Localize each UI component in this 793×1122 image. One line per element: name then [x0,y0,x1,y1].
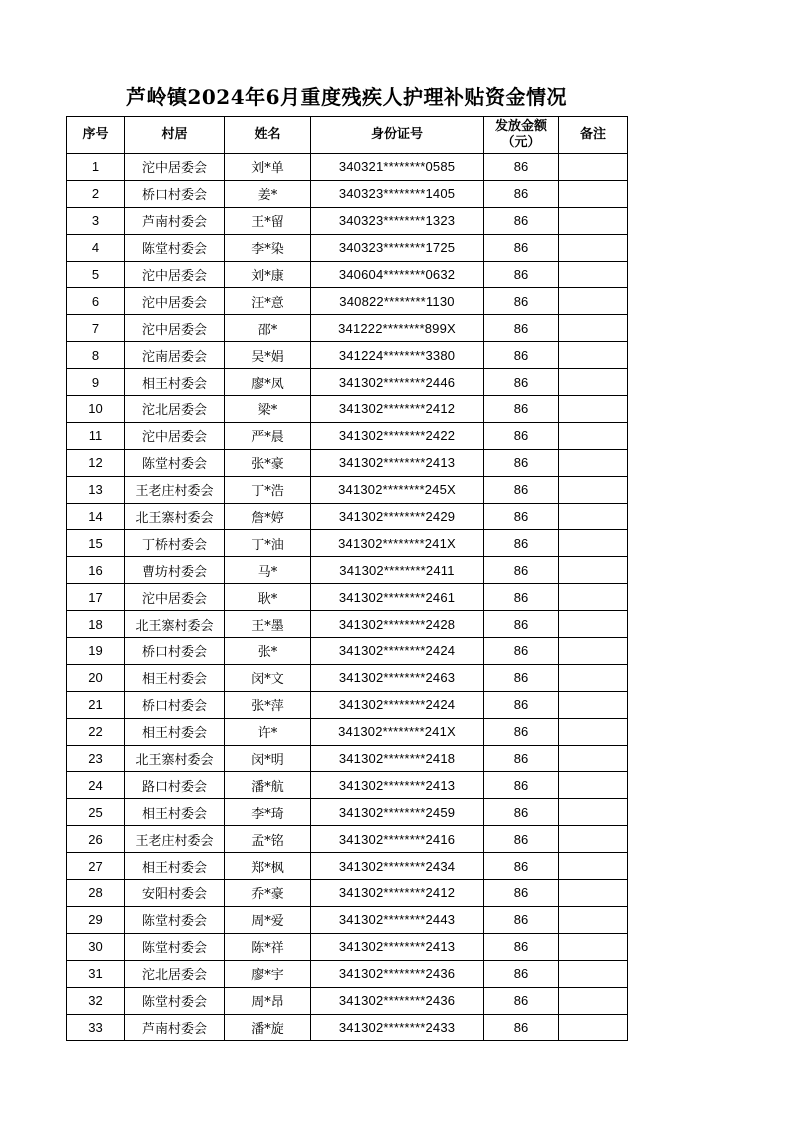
cell-seq: 15 [67,530,125,557]
cell-amount: 86 [484,745,559,772]
header-remark: 备注 [559,117,628,154]
cell-amount: 86 [484,799,559,826]
table-row [67,691,628,718]
cell-amount: 86 [484,826,559,853]
cell-seq: 16 [67,557,125,584]
cell-id-number: 341302********2463 [311,664,484,691]
cell-amount: 86 [484,369,559,396]
cell-remark [559,799,628,826]
cell-remark [559,503,628,530]
table-row [67,853,628,880]
cell-id-number: 341302********2436 [311,987,484,1014]
cell-id-number: 341302********245X [311,476,484,503]
cell-seq: 8 [67,342,125,369]
cell-remark [559,476,628,503]
cell-remark [559,369,628,396]
cell-amount: 86 [484,288,559,315]
cell-name: 梁* [225,396,311,423]
cell-remark [559,853,628,880]
cell-name: 詹*婷 [225,503,311,530]
cell-amount: 86 [484,396,559,423]
cell-amount: 86 [484,853,559,880]
cell-id-number: 341302********2433 [311,1014,484,1041]
cell-id-number: 341302********2413 [311,449,484,476]
cell-seq: 32 [67,987,125,1014]
cell-village: 陈堂村委会 [125,906,225,933]
cell-village: 沱中居委会 [125,261,225,288]
table-row [67,261,628,288]
cell-name: 李*琦 [225,799,311,826]
table-row [67,180,628,207]
cell-remark [559,288,628,315]
cell-seq: 4 [67,234,125,261]
table-row [67,234,628,261]
cell-id-number: 341302********2443 [311,906,484,933]
table-row [67,476,628,503]
cell-village: 桥口村委会 [125,691,225,718]
cell-remark [559,396,628,423]
cell-seq: 11 [67,422,125,449]
cell-village: 沱南居委会 [125,342,225,369]
cell-amount: 86 [484,557,559,584]
cell-seq: 24 [67,772,125,799]
cell-id-number: 341302********2418 [311,745,484,772]
cell-village: 王老庄村委会 [125,826,225,853]
table-row [67,584,628,611]
cell-village: 沱中居委会 [125,315,225,342]
table-row [67,449,628,476]
cell-seq: 23 [67,745,125,772]
cell-amount: 86 [484,530,559,557]
table-row [67,960,628,987]
table-row [67,718,628,745]
header-seq: 序号 [67,117,125,154]
cell-name: 郑*枫 [225,853,311,880]
cell-name: 邵* [225,315,311,342]
table-row [67,1014,628,1041]
cell-name: 严*晨 [225,422,311,449]
cell-id-number: 341302********241X [311,530,484,557]
cell-name: 姜* [225,180,311,207]
cell-remark [559,772,628,799]
cell-name: 周*爱 [225,906,311,933]
cell-village: 相王村委会 [125,853,225,880]
cell-seq: 13 [67,476,125,503]
page-title: 芦岭镇2024年6月重度残疾人护理补贴资金情况 [125,85,568,109]
cell-amount: 86 [484,933,559,960]
cell-seq: 20 [67,664,125,691]
table-row [67,638,628,665]
cell-name: 闵*明 [225,745,311,772]
cell-amount: 86 [484,422,559,449]
cell-name: 刘*单 [225,154,311,181]
cell-seq: 33 [67,1014,125,1041]
cell-village: 曹坊村委会 [125,557,225,584]
cell-name: 刘*康 [225,261,311,288]
cell-remark [559,422,628,449]
cell-id-number: 341302********2434 [311,853,484,880]
cell-amount: 86 [484,207,559,234]
cell-id-number: 341222********899X [311,315,484,342]
table-row [67,826,628,853]
cell-name: 廖*凤 [225,369,311,396]
cell-seq: 10 [67,396,125,423]
cell-village: 相王村委会 [125,799,225,826]
cell-village: 相王村委会 [125,369,225,396]
cell-remark [559,1014,628,1041]
cell-seq: 2 [67,180,125,207]
cell-id-number: 341302********2416 [311,826,484,853]
cell-village: 芦南村委会 [125,1014,225,1041]
cell-amount: 86 [484,960,559,987]
cell-name: 吴*娟 [225,342,311,369]
cell-village: 陈堂村委会 [125,933,225,960]
cell-id-number: 340323********1725 [311,234,484,261]
cell-amount: 86 [484,691,559,718]
cell-name: 闵*文 [225,664,311,691]
cell-seq: 9 [67,369,125,396]
cell-amount: 86 [484,584,559,611]
cell-name: 潘*航 [225,772,311,799]
cell-amount: 86 [484,476,559,503]
cell-id-number: 341302********2413 [311,933,484,960]
cell-village: 桥口村委会 [125,638,225,665]
cell-id-number: 341302********2461 [311,584,484,611]
cell-seq: 18 [67,611,125,638]
cell-id-number: 341302********2424 [311,691,484,718]
cell-name: 孟*铭 [225,826,311,853]
cell-village: 沱北居委会 [125,960,225,987]
cell-id-number: 341302********2424 [311,638,484,665]
table-row [67,396,628,423]
table-row [67,342,628,369]
cell-remark [559,611,628,638]
cell-name: 耿* [225,584,311,611]
header-id: 身份证号 [311,117,484,154]
cell-name: 汪*意 [225,288,311,315]
cell-id-number: 341302********2422 [311,422,484,449]
cell-village: 安阳村委会 [125,880,225,907]
cell-remark [559,987,628,1014]
cell-remark [559,449,628,476]
cell-amount: 86 [484,315,559,342]
cell-name: 丁*油 [225,530,311,557]
cell-remark [559,530,628,557]
cell-seq: 12 [67,449,125,476]
cell-id-number: 341302********2411 [311,557,484,584]
cell-amount: 86 [484,342,559,369]
cell-amount: 86 [484,449,559,476]
cell-village: 沱中居委会 [125,422,225,449]
cell-remark [559,557,628,584]
table-body [67,154,628,1041]
table-row [67,369,628,396]
cell-village: 相王村委会 [125,664,225,691]
table-row [67,664,628,691]
cell-amount: 86 [484,880,559,907]
cell-remark [559,880,628,907]
table-row [67,207,628,234]
cell-amount: 86 [484,261,559,288]
cell-amount: 86 [484,1014,559,1041]
cell-village: 陈堂村委会 [125,449,225,476]
table-row [67,557,628,584]
cell-name: 乔*豪 [225,880,311,907]
cell-remark [559,960,628,987]
cell-village: 北王寨村委会 [125,745,225,772]
cell-seq: 14 [67,503,125,530]
cell-name: 许* [225,718,311,745]
cell-remark [559,718,628,745]
cell-amount: 86 [484,180,559,207]
subsidy-table [66,116,628,1041]
cell-seq: 27 [67,853,125,880]
cell-id-number: 341302********2429 [311,503,484,530]
cell-id-number: 341224********3380 [311,342,484,369]
cell-amount: 86 [484,906,559,933]
cell-remark [559,906,628,933]
cell-seq: 26 [67,826,125,853]
table-row [67,530,628,557]
cell-name: 潘*旋 [225,1014,311,1041]
cell-amount: 86 [484,611,559,638]
header-amount: 发放金额（元） [484,117,559,154]
cell-village: 相王村委会 [125,718,225,745]
cell-seq: 30 [67,933,125,960]
cell-id-number: 340822********1130 [311,288,484,315]
header-village: 村居 [125,117,225,154]
cell-name: 张*萍 [225,691,311,718]
cell-village: 陈堂村委会 [125,234,225,261]
cell-village: 桥口村委会 [125,180,225,207]
cell-id-number: 341302********241X [311,718,484,745]
cell-village: 北王寨村委会 [125,611,225,638]
cell-seq: 17 [67,584,125,611]
cell-amount: 86 [484,718,559,745]
cell-seq: 25 [67,799,125,826]
cell-name: 廖*宇 [225,960,311,987]
cell-village: 芦南村委会 [125,207,225,234]
cell-seq: 22 [67,718,125,745]
cell-id-number: 341302********2459 [311,799,484,826]
table-row [67,503,628,530]
cell-name: 周*昂 [225,987,311,1014]
cell-amount: 86 [484,503,559,530]
table-row [67,422,628,449]
table-row [67,933,628,960]
cell-village: 路口村委会 [125,772,225,799]
cell-village: 沱中居委会 [125,154,225,181]
cell-id-number: 340323********1405 [311,180,484,207]
cell-seq: 7 [67,315,125,342]
cell-seq: 31 [67,960,125,987]
table-row [67,799,628,826]
cell-name: 张* [225,638,311,665]
cell-remark [559,638,628,665]
cell-id-number: 340323********1323 [311,207,484,234]
cell-remark [559,234,628,261]
cell-amount: 86 [484,234,559,261]
cell-remark [559,342,628,369]
cell-remark [559,180,628,207]
cell-remark [559,154,628,181]
cell-remark [559,826,628,853]
cell-name: 王*墨 [225,611,311,638]
cell-village: 沱中居委会 [125,288,225,315]
table-row [67,880,628,907]
cell-id-number: 341302********2412 [311,396,484,423]
cell-seq: 19 [67,638,125,665]
cell-village: 北王寨村委会 [125,503,225,530]
cell-remark [559,315,628,342]
cell-seq: 28 [67,880,125,907]
cell-id-number: 340321********0585 [311,154,484,181]
cell-id-number: 341302********2446 [311,369,484,396]
cell-name: 王*留 [225,207,311,234]
cell-id-number: 340604********0632 [311,261,484,288]
cell-remark [559,691,628,718]
cell-amount: 86 [484,638,559,665]
table-row [67,772,628,799]
cell-seq: 6 [67,288,125,315]
cell-amount: 86 [484,987,559,1014]
table-row [67,745,628,772]
header-name: 姓名 [225,117,311,154]
cell-village: 王老庄村委会 [125,476,225,503]
cell-seq: 29 [67,906,125,933]
table-row [67,315,628,342]
cell-village: 陈堂村委会 [125,987,225,1014]
cell-name: 李*染 [225,234,311,261]
cell-name: 马* [225,557,311,584]
cell-seq: 5 [67,261,125,288]
table-row [67,154,628,181]
cell-id-number: 341302********2436 [311,960,484,987]
cell-seq: 3 [67,207,125,234]
table-header-row [67,117,628,154]
cell-remark [559,933,628,960]
cell-amount: 86 [484,664,559,691]
cell-village: 沱北居委会 [125,396,225,423]
table-row [67,611,628,638]
cell-name: 张*豪 [225,449,311,476]
cell-remark [559,584,628,611]
table-row [67,288,628,315]
cell-amount: 86 [484,154,559,181]
cell-remark [559,207,628,234]
cell-remark [559,261,628,288]
cell-id-number: 341302********2412 [311,880,484,907]
cell-seq: 21 [67,691,125,718]
table-row [67,987,628,1014]
table-row [67,906,628,933]
cell-name: 丁*浩 [225,476,311,503]
cell-remark [559,745,628,772]
cell-id-number: 341302********2413 [311,772,484,799]
cell-id-number: 341302********2428 [311,611,484,638]
cell-name: 陈*祥 [225,933,311,960]
cell-amount: 86 [484,772,559,799]
cell-remark [559,664,628,691]
cell-seq: 1 [67,154,125,181]
cell-village: 沱中居委会 [125,584,225,611]
cell-village: 丁桥村委会 [125,530,225,557]
